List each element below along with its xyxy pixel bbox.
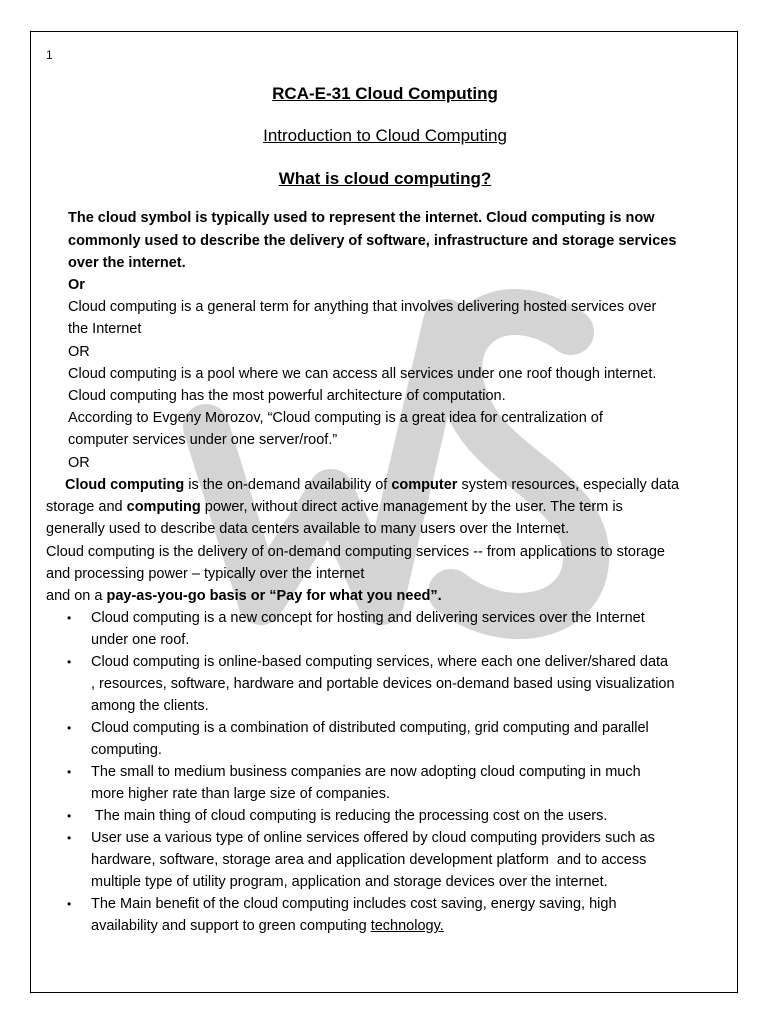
or-separator-bold: Or xyxy=(68,277,85,293)
technology-link[interactable]: technology. xyxy=(370,918,444,934)
bullet-4-line1: The small to medium business companies are now adopting cloud computing in much xyxy=(91,764,641,780)
def4-text-e: and on a xyxy=(46,588,107,604)
def4-line5: and processing power – typically over the internet xyxy=(46,566,365,582)
def4-text-d: power, without direct active management by the user. The term is xyxy=(200,499,623,515)
list-item xyxy=(67,607,737,651)
def3-line4: computer services under one server/roof.” xyxy=(68,432,338,448)
or-separator-2: OR xyxy=(68,455,90,471)
list-item xyxy=(67,893,737,937)
def1-line2: commonly used to describe the delivery of software, infrastructure and storage services xyxy=(68,233,677,249)
def4-text-a: is the on-demand availability of xyxy=(184,477,392,493)
list-item xyxy=(67,827,737,893)
page-number: 1 xyxy=(46,48,53,62)
bullet-6-line1: User use a various type of online services offered by cloud computing providers such as xyxy=(91,830,655,846)
bullet-1-line2: under one roof. xyxy=(91,632,190,648)
def3-line3: According to Evgeny Morozov, “Cloud computing is a great idea for centralization of xyxy=(68,410,603,426)
bullet-6-line3: multiple type of utility program, application and storage devices over the internet. xyxy=(91,874,608,890)
bullet-icon: • xyxy=(67,765,72,779)
bullet-6-line2: hardware, software, storage area and application development platform and to access xyxy=(91,852,647,868)
document-content xyxy=(31,32,738,993)
or-separator-1: OR xyxy=(68,344,90,360)
def2-line2: the Internet xyxy=(68,321,142,337)
bullet-icon: • xyxy=(67,897,72,911)
bullet-4-line2: more higher rate than large size of companies. xyxy=(91,786,391,802)
document-page xyxy=(30,31,738,993)
def4-line6 xyxy=(46,585,442,607)
def4-term-computer: computer xyxy=(391,477,458,493)
bullet-2-line3: among the clients. xyxy=(91,698,209,714)
bullet-1-line1: Cloud computing is a new concept for hosting and delivering services over the Internet xyxy=(91,610,645,626)
bullet-icon: • xyxy=(67,721,72,735)
section-question: What is cloud computing? xyxy=(278,169,492,188)
def4-line3: generally used to describe data centers available to many users over the Internet. xyxy=(46,521,570,537)
def4-line2 xyxy=(46,496,623,518)
bullet-3-line1: Cloud computing is a combination of distributed computing, grid computing and parallel xyxy=(91,720,649,736)
features-bullet-list xyxy=(67,607,737,937)
bullet-icon: • xyxy=(67,655,72,669)
def4-text-b: system resources, especially data xyxy=(457,477,680,493)
bullet-icon: • xyxy=(67,831,72,845)
bullet-2-line1: Cloud computing is online-based computing services, where each one deliver/shared data xyxy=(91,654,669,670)
bullet-icon: • xyxy=(67,611,72,625)
def1-line3: over the internet. xyxy=(68,255,186,271)
bullet-3-line2: computing. xyxy=(91,742,162,758)
bullet-7-line1: The Main benefit of the cloud computing includes cost saving, energy saving, high xyxy=(91,896,617,912)
def4-line1 xyxy=(65,474,679,496)
list-item xyxy=(67,805,737,827)
def4-text-c: storage and xyxy=(46,499,127,515)
def3-line2: Cloud computing has the most powerful architecture of computation. xyxy=(68,388,506,404)
def4-term-cloud-computing: Cloud computing xyxy=(65,477,185,493)
bullet-5-line1: The main thing of cloud computing is reducing the processing cost on the users. xyxy=(91,808,608,824)
bullet-7-line2 xyxy=(91,915,737,937)
bullet-2-line2: , resources, software, hardware and portable devices on-demand based using visualization xyxy=(91,676,675,692)
list-item xyxy=(67,651,737,717)
def2-line1: Cloud computing is a general term for anything that involves delivering hosted services over xyxy=(68,299,657,315)
document-subtitle: Introduction to Cloud Computing xyxy=(263,126,507,145)
def1-line1: The cloud symbol is typically used to represent the internet. Cloud computing is now xyxy=(68,210,655,226)
bullet-7-text: availability and support to green computing xyxy=(91,918,371,934)
def3-line1: Cloud computing is a pool where we can access all services under one roof though internet. xyxy=(68,366,657,382)
document-title: RCA-E-31 Cloud Computing xyxy=(272,84,498,103)
def4-term-computing: computing xyxy=(126,499,201,515)
list-item xyxy=(67,717,737,761)
bullet-icon: • xyxy=(67,809,72,823)
list-item xyxy=(67,761,737,805)
def4-line4: Cloud computing is the delivery of on-demand computing services -- from applications to storage xyxy=(46,544,665,560)
def4-term-pay-as-you-go: pay-as-you-go basis or “Pay for what you need”. xyxy=(106,588,442,604)
